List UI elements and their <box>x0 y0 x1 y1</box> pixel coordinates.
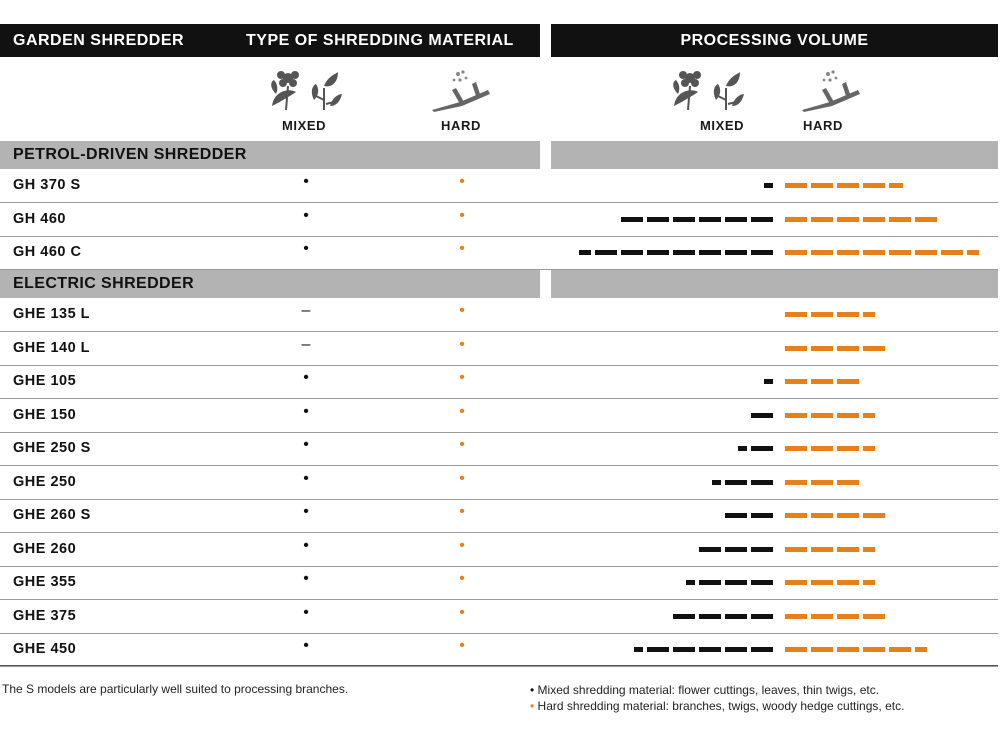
volume-bar-mixed <box>621 217 773 222</box>
hard-indicator: • <box>459 536 465 554</box>
table-row <box>0 432 998 466</box>
volume-bar-hard <box>785 547 875 552</box>
model-name: GHE 355 <box>13 574 77 590</box>
model-name: GHE 250 S <box>13 440 91 456</box>
hard-indicator: • <box>459 402 465 420</box>
section-header-electric-volume <box>551 270 998 298</box>
section-header-petrol-volume <box>551 141 998 169</box>
table-row <box>0 203 998 237</box>
model-name: GHE 140 L <box>13 339 91 356</box>
model-name: GH 460 <box>13 210 66 227</box>
table-row <box>0 499 998 533</box>
volume-bar-hard <box>785 413 875 418</box>
volume-hard-label: HARD <box>803 118 843 133</box>
table-header-left <box>0 24 540 57</box>
table-row <box>0 399 998 433</box>
table-row <box>0 332 998 366</box>
volume-bar-mixed <box>699 547 773 552</box>
volume-bar-hard <box>785 250 979 255</box>
mixed-indicator: • <box>303 402 309 420</box>
volume-bar-hard <box>785 614 888 619</box>
volume-bar-hard <box>785 379 859 384</box>
footnote: The S models are particularly well suited to processing branches. <box>2 682 349 696</box>
section-title: PETROL-DRIVEN SHREDDER <box>13 146 247 163</box>
branch-icon-volume <box>800 66 864 114</box>
volume-bar-mixed <box>686 580 773 585</box>
hard-indicator: • <box>459 637 465 654</box>
hard-indicator: • <box>459 570 465 587</box>
table-row <box>0 298 998 332</box>
mixed-indicator: • <box>303 603 309 621</box>
volume-bar-hard <box>785 183 903 188</box>
legend-item-hard <box>530 698 904 714</box>
mixed-indicator: • <box>303 637 309 654</box>
flowers-leaves-icon-volume <box>668 66 748 114</box>
volume-bar-mixed <box>712 480 773 485</box>
model-name: GHE 260 <box>13 540 77 557</box>
volume-bar-mixed <box>764 183 773 188</box>
legend <box>530 682 904 714</box>
hard-indicator: • <box>459 173 465 190</box>
table-row <box>0 600 998 634</box>
hard-indicator: • <box>459 302 465 319</box>
mixed-label: MIXED <box>282 118 327 133</box>
table-row <box>0 365 998 399</box>
hard-indicator: • <box>459 335 465 353</box>
mixed-indicator: • <box>303 570 309 587</box>
flowers-leaves-icon <box>266 66 346 114</box>
hard-label: HARD <box>441 118 481 133</box>
mixed-indicator: – <box>301 335 311 353</box>
volume-bar-mixed <box>738 446 773 451</box>
mixed-indicator: • <box>303 503 309 520</box>
legend-item-mixed <box>530 682 904 698</box>
hard-indicator: • <box>459 503 465 520</box>
volume-bar-mixed <box>751 413 773 418</box>
volume-bar-mixed <box>764 379 773 384</box>
model-name: GHE 375 <box>13 607 77 624</box>
column-header-volume <box>551 24 998 57</box>
table-bottom-rule <box>0 665 998 666</box>
column-header-volume-label: PROCESSING VOLUME <box>680 31 869 49</box>
volume-bar-mixed <box>634 647 773 652</box>
hard-indicator: • <box>459 469 465 487</box>
hard-indicator: • <box>459 603 465 621</box>
mixed-indicator: • <box>303 369 309 386</box>
mixed-indicator: • <box>303 469 309 487</box>
volume-bar-mixed <box>725 513 773 518</box>
table-row <box>0 236 998 270</box>
mixed-indicator: – <box>301 302 311 319</box>
model-name: GHE 250 <box>13 473 77 490</box>
mixed-indicator: • <box>303 536 309 554</box>
section-title: ELECTRIC SHREDDER <box>13 275 195 292</box>
section-header-electric <box>0 270 540 298</box>
volume-bar-hard <box>785 513 888 518</box>
mixed-indicator: • <box>303 206 309 224</box>
mixed-indicator: • <box>303 240 309 257</box>
volume-bar-hard <box>785 480 859 485</box>
model-name: GHE 105 <box>13 373 77 389</box>
model-name: GH 460 C <box>13 244 82 260</box>
hard-indicator: • <box>459 436 465 453</box>
volume-bar-hard <box>785 647 927 652</box>
hard-indicator: • <box>459 240 465 257</box>
table-row <box>0 566 998 600</box>
table-row <box>0 633 998 667</box>
volume-bar-hard <box>785 217 937 222</box>
mixed-indicator: • <box>303 436 309 453</box>
model-name: GHE 135 L <box>13 306 91 322</box>
legend-bullet-mixed: • <box>530 683 535 697</box>
model-name: GHE 150 <box>13 406 77 423</box>
table-row <box>0 466 998 500</box>
legend-text-hard: Hard shredding material: branches, twigs, woody hedge cuttings, etc. <box>537 699 905 713</box>
volume-bar-hard <box>785 446 875 451</box>
model-name: GHE 260 S <box>13 507 91 523</box>
hard-indicator: • <box>459 206 465 224</box>
volume-bar-mixed <box>673 614 773 619</box>
section-header-petrol <box>0 141 540 169</box>
legend-text-mixed: Mixed shredding material: flower cuttings, leaves, thin twigs, etc. <box>537 683 880 697</box>
volume-mixed-label: MIXED <box>700 118 745 133</box>
mixed-indicator: • <box>303 173 309 190</box>
volume-bar-hard <box>785 580 875 585</box>
legend-bullet-hard: • <box>530 699 535 713</box>
column-header-type: TYPE OF SHREDDING MATERIAL <box>246 31 514 49</box>
column-header-model: GARDEN SHREDDER <box>13 31 185 49</box>
model-name: GHE 450 <box>13 641 77 657</box>
volume-bar-mixed <box>579 250 773 255</box>
volume-bar-hard <box>785 346 888 351</box>
table-row <box>0 169 998 203</box>
model-name: GH 370 S <box>13 177 81 193</box>
hard-indicator: • <box>459 369 465 386</box>
branch-icon <box>430 66 494 114</box>
table-row <box>0 533 998 567</box>
volume-bar-hard <box>785 312 875 317</box>
